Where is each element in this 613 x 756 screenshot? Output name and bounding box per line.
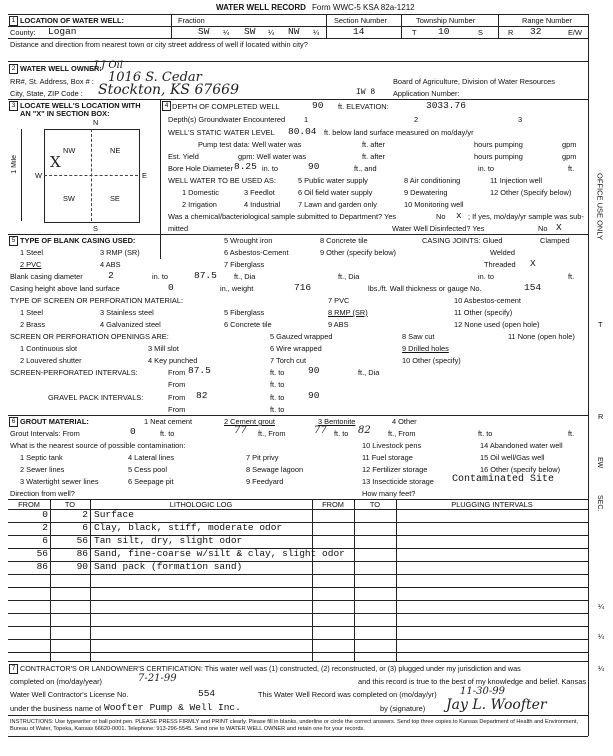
grout-neat: 1 Neat cement bbox=[144, 417, 193, 426]
height-label: Casing height above land surface bbox=[10, 284, 120, 293]
log-header-to-2: TO bbox=[369, 500, 381, 509]
gravel-label: GRAVEL PACK INTERVALS: bbox=[48, 393, 144, 402]
owner-address: 1016 S. Cedar bbox=[108, 70, 202, 85]
source-fertilizer: 12 Fertilizer storage bbox=[362, 465, 428, 474]
joints-clamped: Clamped bbox=[540, 236, 570, 245]
contaminated-site: Contaminated Site bbox=[452, 474, 555, 485]
opening-none: 11 None (open hole) bbox=[508, 332, 575, 341]
wall-label: lbs./ft. Wall thickness or gauge No. bbox=[368, 284, 482, 293]
disinfected-no: No bbox=[538, 224, 548, 233]
log-row-3-from: 6 bbox=[42, 535, 48, 546]
form-title: WATER WELL RECORD bbox=[216, 3, 306, 12]
ft-dia-2: ft., Dia bbox=[338, 272, 360, 281]
opening-gauzed: 5 Gauzed wrapped bbox=[270, 332, 333, 341]
casing-concrete: 8 Concrete tile bbox=[320, 236, 368, 245]
use-lawn: 7 Lawn and garden only bbox=[298, 200, 377, 209]
grout-label: GROUT MATERIAL: bbox=[20, 417, 89, 426]
distance-label: Distance and direction from nearest town or city street address of well if located within city? bbox=[10, 40, 308, 49]
how-many-label: How many feet? bbox=[362, 489, 416, 498]
threaded-mark: X bbox=[530, 258, 536, 269]
ft-end-1: ft. bbox=[568, 272, 575, 281]
license-number: 554 bbox=[198, 688, 216, 699]
section-4-number: 4 bbox=[162, 101, 171, 111]
weight-value: 716 bbox=[294, 282, 312, 293]
south-label: S bbox=[93, 224, 98, 233]
board-label: Board of Agriculture, Division of Water Resources bbox=[393, 77, 555, 86]
source-lagoon: 8 Sewage lagoon bbox=[246, 465, 304, 474]
use-industrial: 4 Industrial bbox=[244, 200, 281, 209]
opening-mill: 3 Mill slot bbox=[148, 344, 179, 353]
ksa-number: KSA 82a-1212 bbox=[363, 3, 415, 12]
certification-line-1: CONTRACTOR'S OR LANDOWNER'S CERTIFICATION: This water well was (1) constructed, (2) reconstructed, or (3) plugged under my jurisdiction and was bbox=[20, 664, 521, 673]
log-rule bbox=[8, 652, 588, 653]
grout-other: 4 Other bbox=[392, 417, 417, 426]
direction-label: Direction from well? bbox=[10, 489, 75, 498]
township-dir: S bbox=[478, 28, 483, 37]
business-name: Woofter Pump & Well Inc. bbox=[104, 702, 241, 713]
gravel-from: 82 bbox=[196, 390, 208, 401]
business-label: under the business name of bbox=[10, 704, 102, 713]
depth-label: DEPTH OF COMPLETED WELL bbox=[172, 102, 280, 111]
grout-cement: 2 Cement grout bbox=[224, 417, 275, 426]
perf-from-label: From bbox=[168, 368, 186, 377]
static-label: WELL'S STATIC WATER LEVEL bbox=[168, 128, 275, 137]
west-label: W bbox=[35, 171, 42, 180]
bact-no: No bbox=[436, 212, 446, 221]
joints-welded: Welded bbox=[490, 248, 515, 257]
source-cess: 5 Cess pool bbox=[128, 465, 168, 474]
log-rule bbox=[8, 613, 588, 614]
source-sewer: 2 Sewer lines bbox=[20, 465, 65, 474]
water-well-record-form bbox=[8, 3, 605, 753]
owner-name: J J Oil bbox=[94, 60, 123, 71]
opening-torch: 7 Torch cut bbox=[270, 356, 307, 365]
groundwater-label: Depth(s) Groundwater Encountered bbox=[168, 115, 286, 124]
casing-fiberglass: 7 Fiberglass bbox=[224, 260, 265, 269]
owner-city: Stockton, KS 67669 bbox=[98, 82, 239, 98]
use-monitoring: 10 Monitoring well bbox=[404, 200, 464, 209]
opening-key: 4 Key punched bbox=[148, 356, 198, 365]
diameter-value: 2 bbox=[108, 270, 114, 281]
opening-wire: 6 Wire wrapped bbox=[270, 344, 322, 353]
gravel-from-label: From bbox=[168, 393, 186, 402]
bore-depth: 90 bbox=[308, 161, 320, 172]
screen-fiberglass: 5 Fiberglass bbox=[224, 308, 265, 317]
sw-label: SW bbox=[63, 194, 75, 203]
casing-steel: 1 Steel bbox=[20, 248, 44, 257]
use-dewatering: 9 Dewatering bbox=[404, 188, 448, 197]
casing-abs: 4 ABS bbox=[100, 260, 121, 269]
instructions: INSTRUCTIONS: Use typewriter or ball point pen. PLEASE PRESS FIRMLY and PRINT clearly. Please fill in blanks, underline or circle the correct answers. Send top three copies to Kansas Department of Health and Environment, Bureau of Water, Topeka, Kansas 66620-0001. Telephone: 913-296-5545. Send one to WATER WELL OWNER and retain one for your records. bbox=[10, 719, 578, 732]
opening-louvered: 2 Louvered shutter bbox=[20, 356, 82, 365]
diameter-label: Blank casing diameter bbox=[10, 272, 83, 281]
source-septic: 1 Septic tank bbox=[20, 453, 63, 462]
log-row-3-to: 56 bbox=[76, 535, 88, 546]
grout-bentonite: 3 Bentonite bbox=[318, 417, 356, 426]
use-feedlot: 3 Feedlot bbox=[244, 188, 275, 197]
east-label: E bbox=[142, 171, 147, 180]
perf-ft-to-2: ft. to bbox=[270, 380, 285, 389]
certification-line-2: and this record is true to the best of my knowledge and belief. Kansas bbox=[358, 677, 587, 686]
casing-other: 9 Other (specify below) bbox=[320, 248, 396, 257]
owner-label: WATER WELL OWNER: bbox=[20, 64, 102, 73]
weight-label: in., weight bbox=[220, 284, 254, 293]
locate-label-1: LOCATE WELL'S LOCATION WITH bbox=[20, 101, 141, 110]
iw-code: IW 8 bbox=[356, 88, 376, 97]
grout-to-label-2: ft. to bbox=[334, 429, 349, 438]
opening-continuous: 1 Continuous slot bbox=[20, 344, 78, 353]
gravel-to: 90 bbox=[308, 390, 320, 401]
section-5-number: 5 bbox=[9, 236, 18, 246]
range-value: 32 bbox=[530, 26, 542, 37]
log-row-4-from: 56 bbox=[36, 548, 48, 559]
locate-label-2: AN "X" IN SECTION BOX: bbox=[20, 109, 110, 118]
perf-from: 87.5 bbox=[188, 365, 211, 376]
screen-abs: 9 ABS bbox=[328, 320, 349, 329]
depth-value: 90 bbox=[312, 100, 324, 111]
grout-from-2: 77 bbox=[314, 425, 327, 436]
source-pit: 7 Pit privy bbox=[246, 453, 279, 462]
signature: Jay L. Woofter bbox=[446, 697, 547, 713]
quarter-1: ¼ bbox=[223, 28, 230, 37]
yield-mid: gpm: Well water was bbox=[238, 152, 307, 161]
application-label: Application Number: bbox=[393, 89, 460, 98]
log-row-2-to: 6 bbox=[82, 522, 88, 533]
height-value: 0 bbox=[168, 282, 174, 293]
casing-asbestos: 6 Asbestos-Cement bbox=[224, 248, 289, 257]
diameter-depth: 87.5 bbox=[194, 270, 217, 281]
static-value: 80.04 bbox=[288, 126, 317, 137]
section-6-number: 6 bbox=[9, 417, 18, 427]
screen-pvc: 7 PVC bbox=[328, 296, 350, 305]
margin-r: R bbox=[598, 412, 604, 421]
fraction-2: SW bbox=[244, 26, 256, 37]
static-tail: ft. below land surface measured on mo/day/yr bbox=[324, 128, 474, 137]
section-2-number: 2 bbox=[9, 64, 18, 74]
log-rule bbox=[8, 626, 588, 627]
casing-pvc: 2 PVC bbox=[20, 260, 42, 269]
quarter-3: ¼ bbox=[313, 28, 320, 37]
margin-t: T bbox=[598, 320, 603, 329]
in-to-2: in. to bbox=[478, 272, 495, 281]
log-row-4-to: 86 bbox=[76, 548, 88, 559]
gravel-from-label-2: From bbox=[168, 405, 186, 414]
grout-to: 77 bbox=[234, 425, 247, 436]
gravel-ft-to: ft. to bbox=[270, 393, 285, 402]
mile-label: 1 Mile bbox=[11, 155, 18, 174]
township-t: T bbox=[412, 28, 417, 37]
address-label: RR#, St. Address, Box # : bbox=[10, 77, 94, 86]
source-abandoned: 14 Abandoned water well bbox=[480, 441, 563, 450]
screen-asbestos: 10 Asbestos-cement bbox=[454, 296, 521, 305]
bact-tail: ; If yes, mo/day/yr sample was sub- bbox=[468, 212, 584, 221]
section-7-number: 7 bbox=[9, 664, 18, 674]
opening-other: 10 Other (specify) bbox=[402, 356, 461, 365]
grout-to-label-3: ft. to bbox=[478, 429, 493, 438]
casing-label: TYPE OF BLANK CASING USED: bbox=[20, 236, 136, 245]
screen-stainless: 3 Stainless steel bbox=[100, 308, 154, 317]
source-insecticide: 13 Insecticide storage bbox=[362, 477, 434, 486]
section-1-number: 1 bbox=[9, 16, 18, 26]
mitted: mitted bbox=[168, 224, 189, 233]
grout-ft-from: ft., From bbox=[258, 429, 286, 438]
contamination-label: What is the nearest source of possible contamination: bbox=[10, 441, 186, 450]
margin-quarter-3: ¼ bbox=[598, 664, 605, 673]
screen-other: 11 Other (specify) bbox=[454, 308, 513, 317]
log-row-3-desc: Tan silt, dry, slight odor bbox=[94, 535, 243, 546]
bore-ft: ft., and bbox=[354, 164, 377, 173]
bore-value: 8.25 bbox=[234, 161, 257, 172]
casing-wrought: 5 Wrought iron bbox=[224, 236, 273, 245]
bact-label: Was a chemical/bacteriological sample submitted to Department? Yes bbox=[168, 212, 397, 221]
township-value: 10 bbox=[438, 26, 450, 37]
gpm-1: gpm bbox=[562, 140, 577, 149]
log-row-2-desc: Clay, black, stiff, moderate odor bbox=[94, 522, 283, 533]
log-header-plugging: PLUGGING INTERVALS bbox=[451, 500, 533, 509]
disinfected-mark: X bbox=[556, 222, 562, 233]
perf-ft-to: ft. to bbox=[270, 368, 285, 377]
se-label: SE bbox=[110, 194, 120, 203]
source-fuel: 11 Fuel storage bbox=[362, 453, 413, 462]
disinfected-label: Water Well Disinfected? Yes bbox=[392, 224, 485, 233]
pump-tail: hours pumping bbox=[474, 140, 523, 149]
county-label: County: bbox=[10, 28, 36, 37]
grout-from: 0 bbox=[130, 426, 136, 437]
yield-tail: hours pumping bbox=[474, 152, 523, 161]
north-label: N bbox=[93, 118, 99, 127]
source-other: 16 Other (specify below) bbox=[480, 465, 561, 474]
pump-label: Pump test data: Well water was bbox=[198, 140, 302, 149]
grout-ft-end: ft. bbox=[568, 429, 575, 438]
joints-threaded: Threaded bbox=[484, 260, 516, 269]
log-header-from: FROM bbox=[18, 500, 40, 509]
source-oilgas: 15 Oil well/Gas well bbox=[480, 453, 545, 462]
range-r: R bbox=[508, 28, 514, 37]
elevation-value: 3033.76 bbox=[426, 100, 466, 111]
bore-in: in. to bbox=[478, 164, 495, 173]
range-dir: E/W bbox=[568, 28, 582, 37]
gw-1: 1 bbox=[304, 115, 309, 124]
ft-dia-1: ft., Dia bbox=[234, 272, 256, 281]
use-public: 5 Public water supply bbox=[298, 176, 368, 185]
elevation-label: ft. ELEVATION: bbox=[338, 102, 389, 111]
perf-from-label-2: From bbox=[168, 380, 186, 389]
license-label: Water Well Contractor's License No. bbox=[10, 690, 129, 699]
log-row-4-desc: Sand, fine-coarse w/silt & clay, slight odor bbox=[94, 548, 345, 559]
gw-2: 2 bbox=[414, 115, 419, 124]
grout-intervals-label: Grout Intervals: From bbox=[10, 429, 80, 438]
opening-saw: 8 Saw cut bbox=[402, 332, 435, 341]
log-rule bbox=[8, 600, 588, 601]
section-3-number: 3 bbox=[9, 101, 18, 111]
fraction-1: SW bbox=[198, 26, 210, 37]
fraction-label: Fraction bbox=[178, 16, 205, 25]
record-date: 11-30-99 bbox=[460, 686, 505, 697]
joints-label: CASING JOINTS: Glued bbox=[422, 236, 503, 245]
signature-label: by (signature) bbox=[380, 704, 426, 713]
source-watertight: 3 Watertight sewer lines bbox=[20, 477, 99, 486]
perf-ft-1: ft., Dia bbox=[358, 368, 380, 377]
fraction-3: NW bbox=[288, 26, 300, 37]
source-feedyard: 9 Feedyard bbox=[246, 477, 284, 486]
range-label: Range Number bbox=[522, 16, 573, 25]
bore-label: Bore Hole Diameter bbox=[168, 164, 233, 173]
screen-brass: 2 Brass bbox=[20, 320, 46, 329]
section-box bbox=[44, 129, 140, 223]
log-rule bbox=[8, 574, 588, 575]
location-mark: X bbox=[50, 153, 61, 171]
section-value: 14 bbox=[353, 26, 365, 37]
use-oilfield: 6 Oil field water supply bbox=[298, 188, 373, 197]
source-seepage: 6 Seepage pit bbox=[128, 477, 174, 486]
location-label: LOCATION OF WATER WELL: bbox=[20, 16, 124, 25]
yield-label: Est. Yield bbox=[168, 152, 199, 161]
bact-mark: x bbox=[456, 210, 462, 221]
use-label: WELL WATER TO BE USED AS: bbox=[168, 176, 276, 185]
log-row-2-from: 2 bbox=[42, 522, 48, 533]
margin-ew: EW bbox=[596, 457, 603, 469]
use-air: 8 Air conditioning bbox=[404, 176, 461, 185]
grout-to-2: 82 bbox=[358, 425, 371, 436]
pump-mid: ft. after bbox=[362, 140, 386, 149]
source-lateral: 4 Lateral lines bbox=[128, 453, 175, 462]
form-number: Form WWC-5 bbox=[312, 3, 361, 12]
margin-sec: SEC. bbox=[596, 495, 603, 512]
county-value: Logan bbox=[48, 26, 77, 37]
casing-rmp: 3 RMP (SR) bbox=[100, 248, 140, 257]
log-rule bbox=[8, 639, 588, 640]
section-number-label: Section Number bbox=[334, 16, 387, 25]
screen-none: 12 None used (open hole) bbox=[454, 320, 540, 329]
bore-to: in. to bbox=[262, 164, 279, 173]
log-row-1-to: 2 bbox=[82, 509, 88, 520]
log-row-5-to: 90 bbox=[76, 561, 88, 572]
use-other: 12 Other (Specify below) bbox=[490, 188, 572, 197]
screen-concrete: 6 Concrete tile bbox=[224, 320, 272, 329]
screen-steel: 1 Steel bbox=[20, 308, 44, 317]
screen-rmp: 8 RMP (SR) bbox=[328, 308, 368, 317]
record-label: This Water Well Record was completed on (mo/day/yr) bbox=[258, 690, 437, 699]
perf-label: SCREEN-PERFORATED INTERVALS: bbox=[10, 368, 138, 377]
use-irrigation: 2 Irrigation bbox=[182, 200, 217, 209]
nw-label: NW bbox=[63, 146, 76, 155]
use-domestic: 1 Domestic bbox=[182, 188, 219, 197]
screen-galvanized: 4 Galvanized steel bbox=[100, 320, 161, 329]
log-header-to: TO bbox=[64, 500, 76, 509]
ne-label: NE bbox=[110, 146, 121, 155]
grout-ft-to: ft. to bbox=[160, 429, 175, 438]
log-row-5-from: 86 bbox=[36, 561, 48, 572]
gpm-2: gpm bbox=[562, 152, 577, 161]
office-use-label: OFFICE USE ONLY bbox=[595, 173, 605, 240]
log-row-1-from: 0 bbox=[42, 509, 48, 520]
screen-label: TYPE OF SCREEN OR PERFORATION MATERIAL: bbox=[10, 296, 184, 305]
log-row-1-desc: Surface bbox=[94, 509, 134, 520]
gw-3: 3 bbox=[518, 115, 523, 124]
openings-label: SCREEN OR PERFORATION OPENINGS ARE: bbox=[10, 332, 169, 341]
perf-to: 90 bbox=[308, 365, 320, 376]
log-rule bbox=[8, 587, 588, 588]
wall-value: 154 bbox=[524, 282, 542, 293]
log-row-5-desc: Sand pack (formation sand) bbox=[94, 561, 243, 572]
city-label: City, State, ZIP Code : bbox=[10, 89, 83, 98]
use-injection: 11 Injection well bbox=[490, 176, 543, 185]
quarter-2: ¼ bbox=[268, 28, 275, 37]
log-header-lithologic: LITHOLOGIC LOG bbox=[169, 500, 233, 509]
township-label: Township Number bbox=[416, 16, 476, 25]
bore-ft-end: ft. bbox=[568, 164, 575, 173]
grout-ft-from-2: ft., From bbox=[388, 429, 416, 438]
yield-after: ft. after bbox=[362, 152, 386, 161]
completed-label: completed on (mo/day/year) bbox=[10, 677, 103, 686]
source-livestock: 10 Livestock pens bbox=[362, 441, 422, 450]
opening-drilled: 9 Drilled holes bbox=[402, 344, 449, 353]
margin-quarter-2: ¼ bbox=[598, 632, 605, 641]
margin-quarter-1: ¼ bbox=[598, 602, 605, 611]
log-header-from-2: FROM bbox=[322, 500, 344, 509]
gravel-ft-to-2: ft. to bbox=[270, 405, 285, 414]
diameter-to: in. to bbox=[152, 272, 169, 281]
completed-date: 7-21-99 bbox=[138, 673, 177, 684]
